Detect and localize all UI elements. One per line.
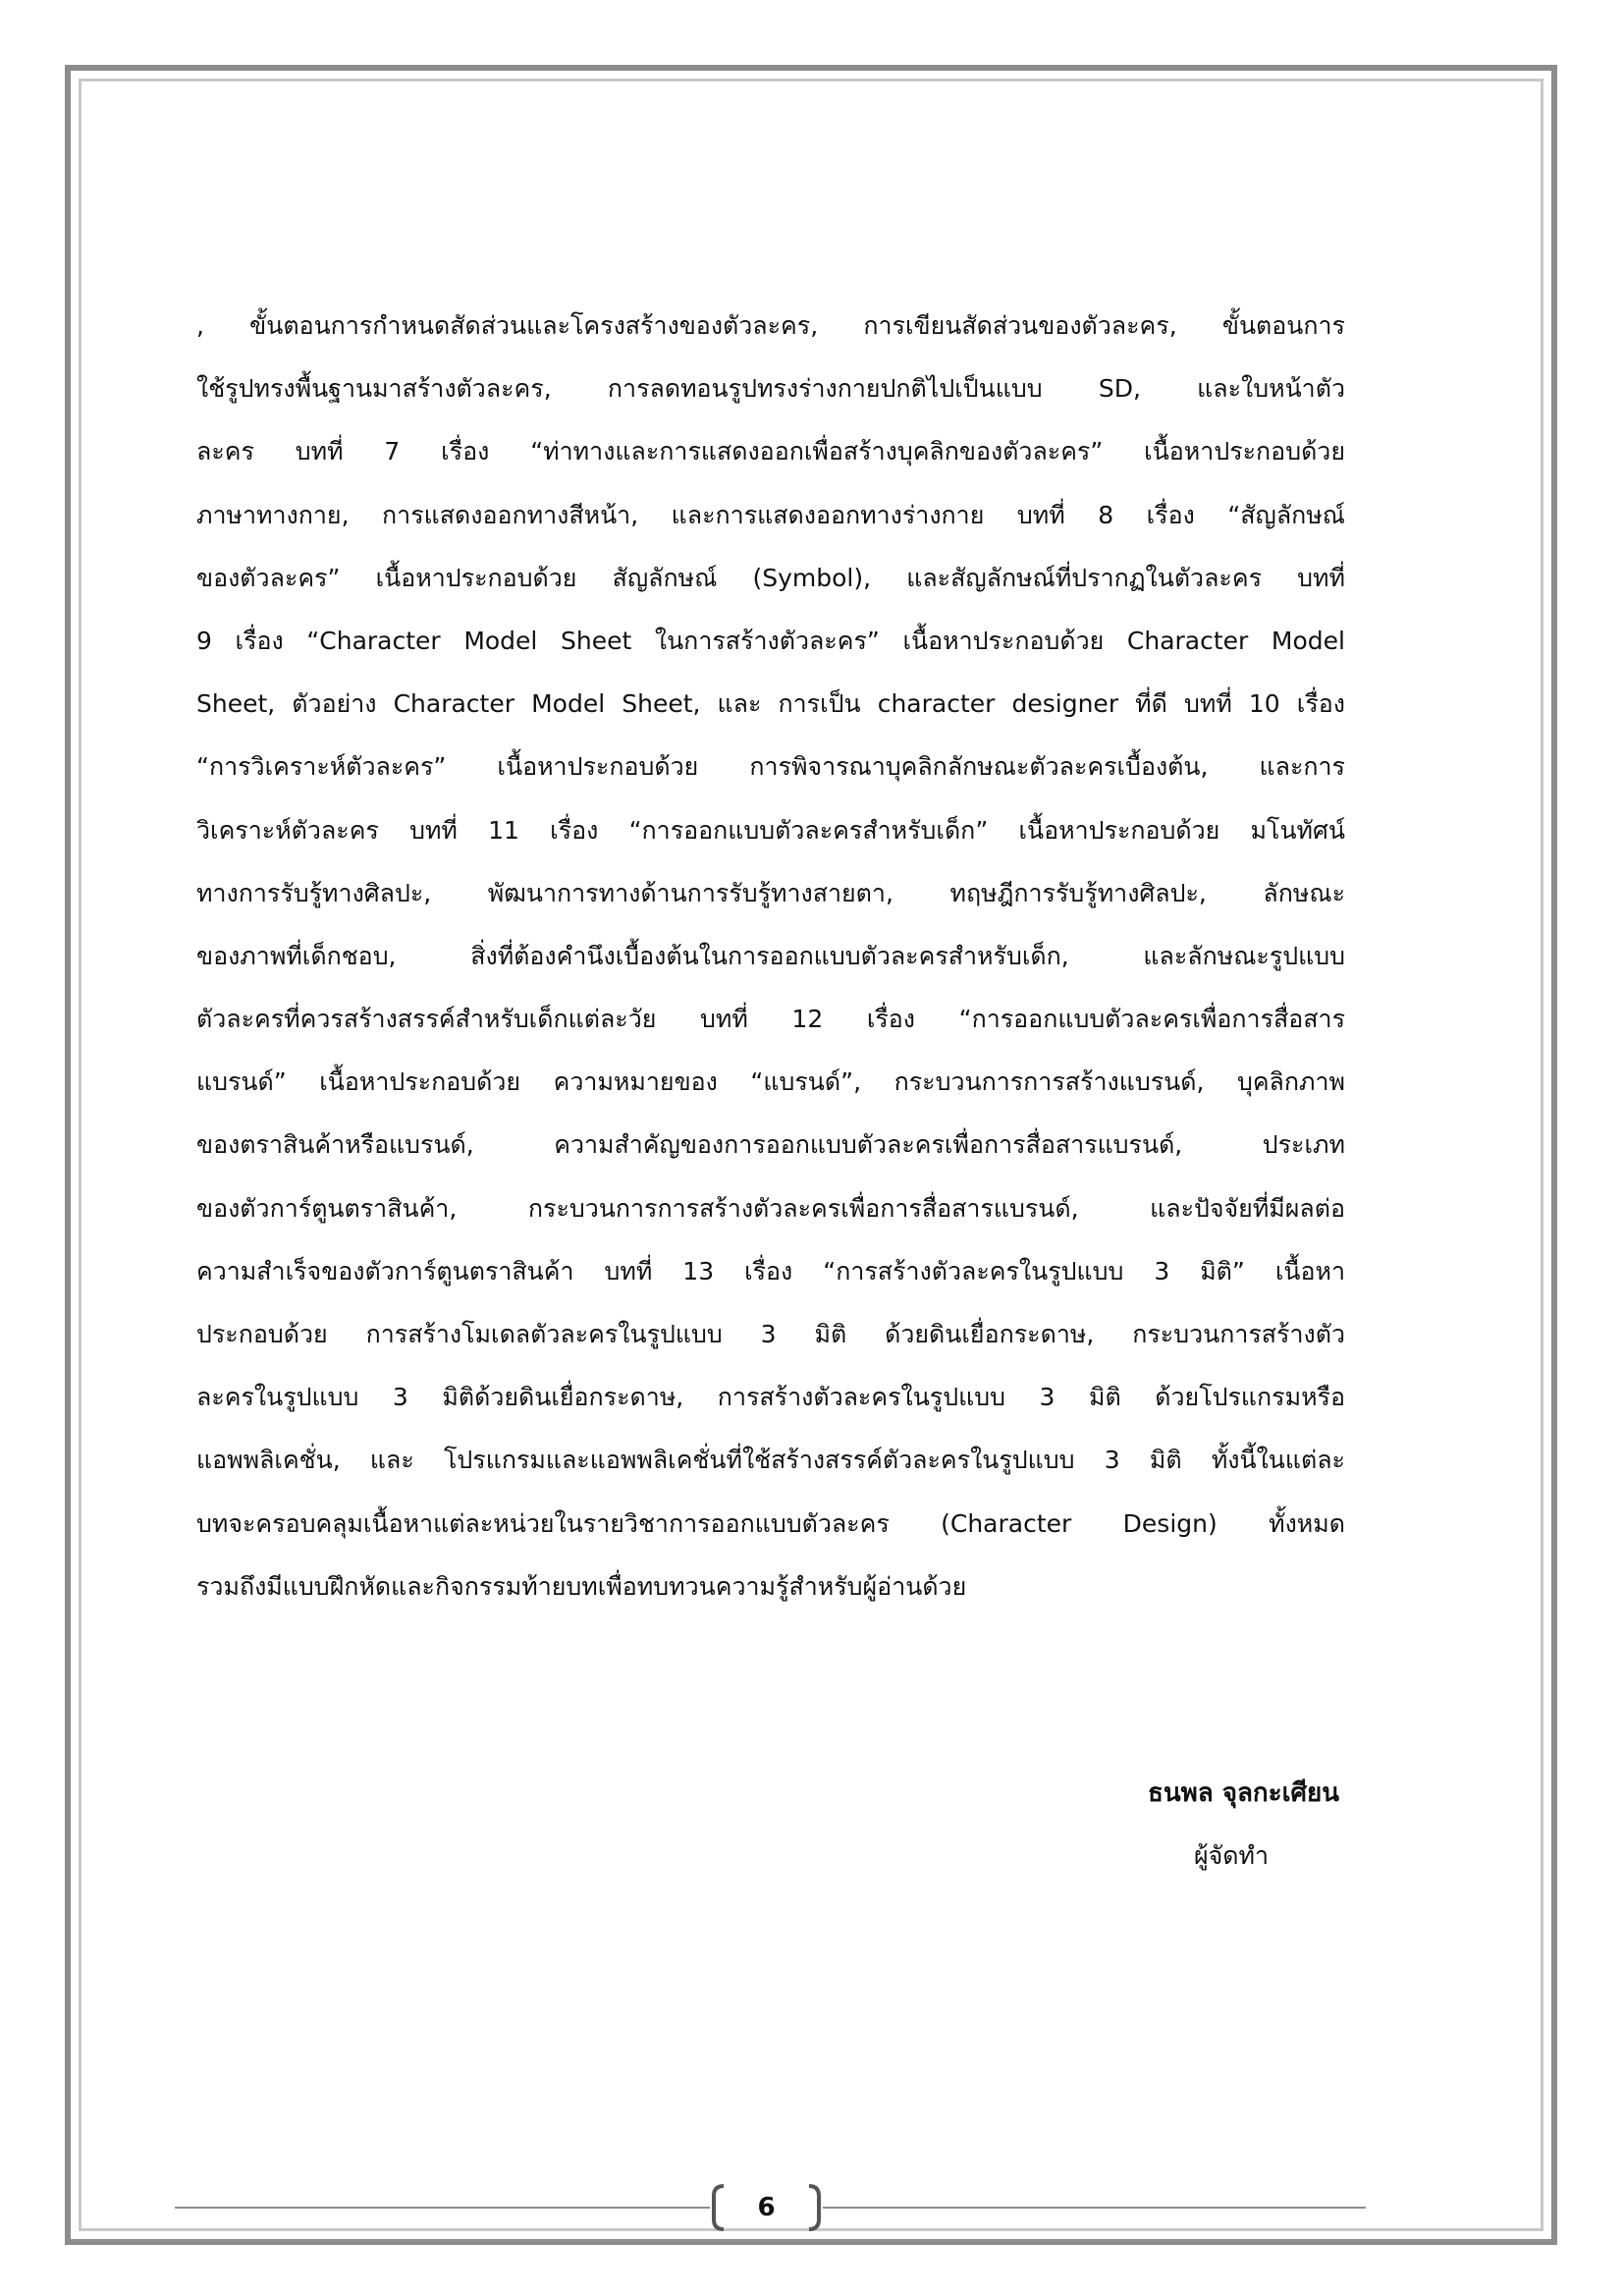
paragraph-line: ประกอบด้วย การสร้างโมเดลตัวละครในรูปแบบ 3 มิติ ด้วยดินเยื่อกระดาษ, กระบวนการสร้างตัว [196,1320,1345,1348]
paragraph-line: รวมถึงมีแบบฝึกหัดและกิจกรรมท้ายบทเพื่อทบทวนความรู้สำหรับผู้อ่านด้วย [196,1571,967,1601]
paragraph-line: ของตัวการ์ตูนตราสินค้า, กระบวนการการสร้างตัวละครเพื่อการสื่อสารแบรนด์, และปัจจัยที่มีผลต่อ [196,1193,1345,1223]
paragraph-line: แบรนด์” เนื้อหาประกอบด้วย ความหมายของ “แบรนด์”, กระบวนการการสร้างแบรนด์, บุคลิกภาพ [196,1067,1345,1097]
page-number: 6 [757,2193,776,2222]
footer-rule-right [823,2207,1366,2209]
paragraph-line: Sheet, ตัวอย่าง Character Model Sheet, และ การเป็น character designer ที่ดี บทที่ 10 เรื่อง [196,689,1345,719]
paragraph-line: ของภาพที่เด็กชอบ, สิ่งที่ต้องคำนึงเบื้องต้นในการออกแบบตัวละครสำหรับเด็ก, และลักษณะรูปแบบ [196,941,1345,970]
body-paragraph [196,295,1345,1618]
paragraph-line: 9 เรื่อง “Character Model Sheet ในการสร้างตัวละคร” เนื้อหาประกอบด้วย Character Model [196,626,1345,655]
paragraph-line: , ขั้นตอนการกำหนดสัดส่วนและโครงสร้างของตัวละคร, การเขียนสัดส่วนของตัวละคร, ขั้นตอนการ [196,311,1345,340]
page-number-box [710,2182,823,2233]
paragraph-line: ละคร บทที่ 7 เรื่อง “ท่าทางและการแสดงออกเพื่อสร้างบุคลิกของตัวละคร” เนื้อหาประกอบด้วย [196,437,1345,466]
author-role: ผู้จัดทำ [1193,1841,1269,1870]
paragraph-line: ภาษาทางกาย, การแสดงออกทางสีหน้า, และการแสดงออกทางร่างกาย บทที่ 8 เรื่อง “สัญลักษณ์ [196,500,1345,529]
paragraph-line: “การวิเคราะห์ตัวละคร” เนื้อหาประกอบด้วย การพิจารณาบุคลิกลักษณะตัวละครเบื้องต้น, และการ [196,752,1345,782]
paragraph-line: ความสำเร็จของตัวการ์ตูนตราสินค้า บทที่ 13 เรื่อง “การสร้างตัวละครในรูปแบบ 3 มิติ” เนื้อหา [196,1256,1345,1285]
paragraph-line: ตัวละครที่ควรสร้างสรรค์สำหรับเด็กแต่ละวัย บทที่ 12 เรื่อง “การออกแบบตัวละครเพื่อการสื่อสาร [196,1005,1345,1034]
paragraph-line: บทจะครอบคลุมเนื้อหาแต่ละหน่วยในรายวิชาการออกแบบตัวละคร (Character Design) ทั้งหมด [196,1508,1345,1538]
paragraph-line: ของตัวละคร” เนื้อหาประกอบด้วย สัญลักษณ์ (Symbol), และสัญลักษณ์ที่ปรากฏในตัวละคร บทที่ [196,563,1345,592]
paragraph-line: วิเคราะห์ตัวละคร บทที่ 11 เรื่อง “การออกแบบตัวละครสำหรับเด็ก” เนื้อหาประกอบด้วย มโนทัศน์ [196,815,1345,845]
paragraph-line: ใช้รูปทรงพื้นฐานมาสร้างตัวละคร, การลดทอนรูปทรงร่างกายปกติไปเป็นแบบ SD, และใบหน้าตัว [196,374,1345,404]
paragraph-line: ของตราสินค้าหรือแบรนด์, ความสำคัญของการออกแบบตัวละครเพื่อการสื่อสารแบรนด์, ประเภท [196,1130,1345,1160]
paragraph-line: ทางการรับรู้ทางศิลปะ, พัฒนาการทางด้านการรับรู้ทางสายตา, ทฤษฎีการรับรู้ทางศิลปะ, ลักษณะ [196,878,1345,907]
paragraph-line: ละครในรูปแบบ 3 มิติด้วยดินเยื่อกระดาษ, การสร้างตัวละครในรูปแบบ 3 มิติ ด้วยโปรแกรมหรือ [196,1383,1345,1412]
footer-rule-left [175,2207,710,2209]
author-name: ธนพล จุลกะเศียน [1147,1778,1339,1808]
paragraph-line: แอพพลิเคชั่น, และ โปรแกรมและแอพพลิเคชั่นที่ใช้สร้างสรรค์ตัวละครในรูปแบบ 3 มิติ ทั้งนี้ในแต่ละ [196,1446,1345,1475]
